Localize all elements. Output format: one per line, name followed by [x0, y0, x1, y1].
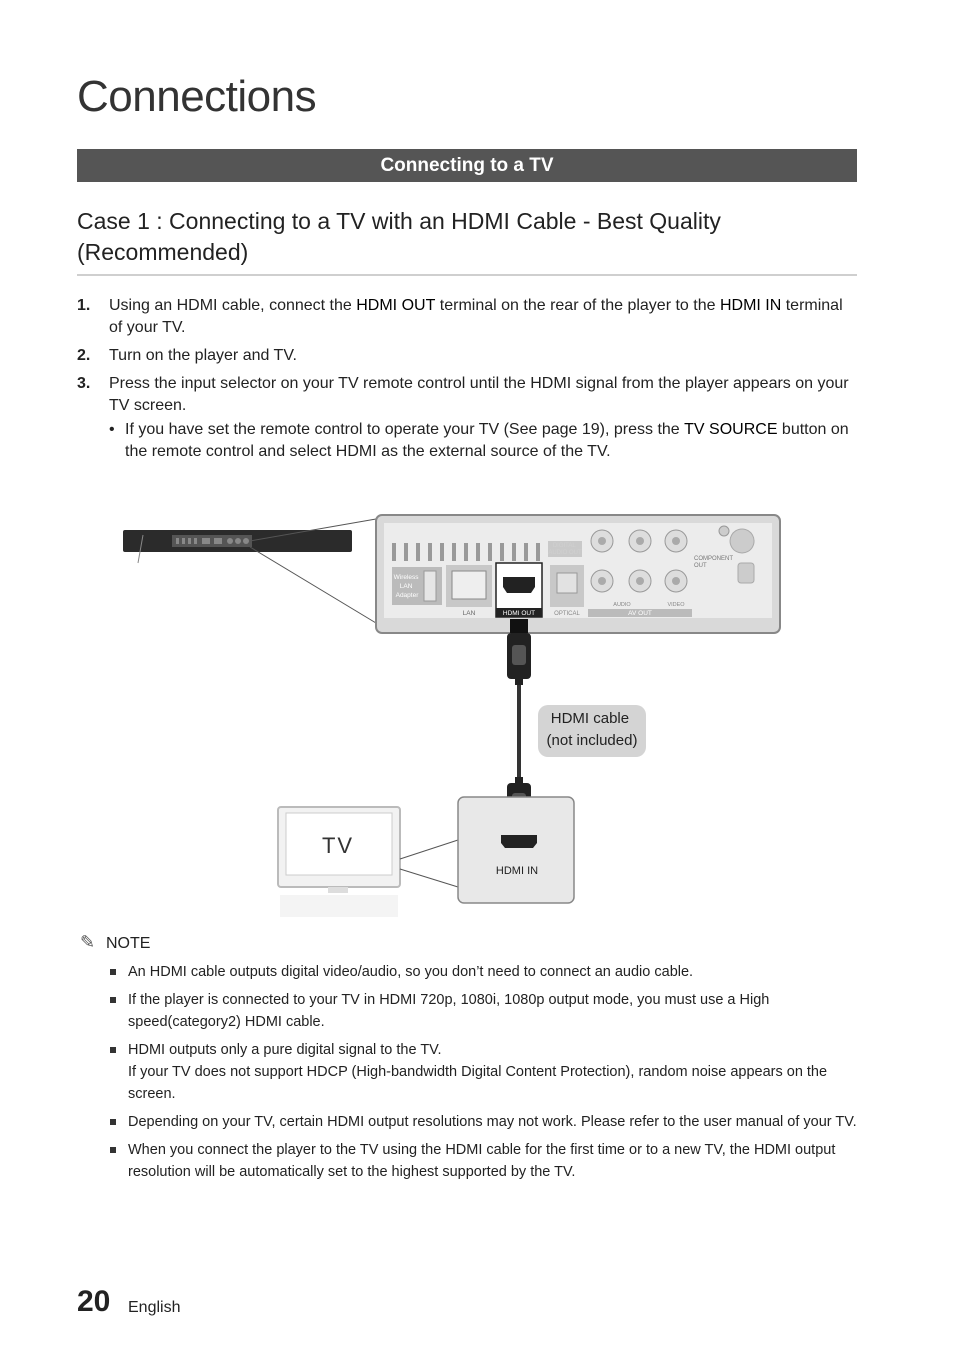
lan-port-label: LAN	[462, 610, 476, 617]
wireless-label-line: Wireless	[393, 574, 419, 581]
step-number: 2.	[77, 347, 91, 364]
section-header-bar: Connecting to a TV	[77, 149, 857, 182]
note-text: If your TV does not support HDCP (High-bandwidth Digital Content Protection), random noise appears on the screen.	[128, 1064, 828, 1102]
connection-diagram	[110, 505, 800, 935]
step-sub-bullet	[109, 419, 857, 463]
step-number: 3.	[77, 375, 91, 392]
step-item	[77, 295, 857, 339]
note-text: An HDMI cable outputs digital video/audio, so you don’t need to connect an audio cable.	[128, 964, 694, 980]
note-list	[110, 961, 860, 1189]
square-bullet-icon	[110, 969, 116, 975]
note-item	[110, 1039, 860, 1105]
square-bullet-icon	[110, 1047, 116, 1053]
square-bullet-icon	[110, 1147, 116, 1153]
cable-label-line: HDMI cable	[550, 710, 630, 727]
case-title: Case 1 : Connecting to a TV with an HDMI Cable - Best Quality (Recommended)	[77, 206, 857, 276]
step-number: 1.	[77, 297, 91, 314]
note-item	[110, 961, 860, 983]
note-item	[110, 989, 860, 1033]
step-text: Press the input selector on your TV remote control until the HDMI signal from the player appears on your TV screen.	[109, 375, 849, 414]
component-out-label: OUT	[694, 563, 707, 569]
step-text	[109, 297, 843, 336]
tv-screen-label: TV	[321, 833, 355, 858]
hdmi-in-term: HDMI IN	[719, 297, 782, 314]
page-language: English	[128, 1299, 181, 1316]
hdmi-in-port-label: HDMI IN	[495, 865, 539, 877]
step-item	[77, 373, 857, 463]
av-out-label: AV OUT	[628, 610, 652, 617]
note-label: NOTE	[106, 935, 151, 952]
tv-illustration	[278, 807, 400, 917]
tv-source-term: TV SOURCE	[684, 421, 778, 438]
tv-hdmi-in-panel	[458, 797, 574, 903]
pencil-icon: ✎	[80, 932, 96, 952]
player-rear-panel	[376, 515, 780, 633]
note-text: If the player is connected to your TV in HDMI 720p, 1080i, 1080p output mode, you must use a High speed(category2) HDMI cable.	[128, 992, 770, 1030]
step-text: Turn on the player and TV.	[109, 347, 297, 364]
cable-label-line: (not included)	[546, 732, 638, 749]
chapter-title: Connections	[77, 72, 317, 121]
note-item	[110, 1111, 860, 1133]
square-bullet-icon	[110, 997, 116, 1003]
step-list	[77, 295, 857, 469]
video-label: VIDEO	[667, 602, 685, 608]
note-item	[110, 1139, 860, 1183]
wireless-label-line: LAN	[399, 583, 413, 590]
note-header	[80, 932, 150, 953]
hdmi-out-port-label: HDMI OUT	[502, 610, 536, 617]
square-bullet-icon	[110, 1119, 116, 1125]
note-text: HDMI outputs only a pure digital signal to the TV.	[128, 1042, 442, 1058]
optical-port-label: OPTICAL	[554, 611, 580, 617]
wireless-label-line: Adapter	[395, 592, 419, 599]
bullet-dot: •	[109, 421, 115, 438]
step-text-part: terminal on the rear of the player to the	[435, 297, 720, 314]
step-item	[77, 345, 857, 367]
sub-bullet-text: If you have set the remote control to operate your TV (See page 19), press the	[125, 421, 685, 438]
note-text: When you connect the player to the TV using the HDMI cable for the first time or to a new TV, the HDMI output resolution will be automatically set to the highest supported by the TV.	[128, 1142, 836, 1180]
step-text-part: Using an HDMI cable, connect the	[109, 297, 357, 314]
hdmi-cable	[507, 619, 531, 827]
audio-label: AUDIO	[613, 602, 631, 608]
page-number: 20	[77, 1285, 111, 1318]
player-front-illustration	[123, 530, 352, 563]
sub-bullet-text: button on the remote control and select HDMI as the external source of the TV.	[125, 421, 849, 460]
note-text: Depending on your TV, certain HDMI output resolutions may not work. Please refer to the user manual of your TV.	[128, 1114, 857, 1130]
hdmi-out-term: HDMI OUT	[356, 297, 436, 314]
component-out-label: COMPONENT	[694, 556, 733, 562]
step-text-part: terminal of your TV.	[109, 297, 843, 336]
